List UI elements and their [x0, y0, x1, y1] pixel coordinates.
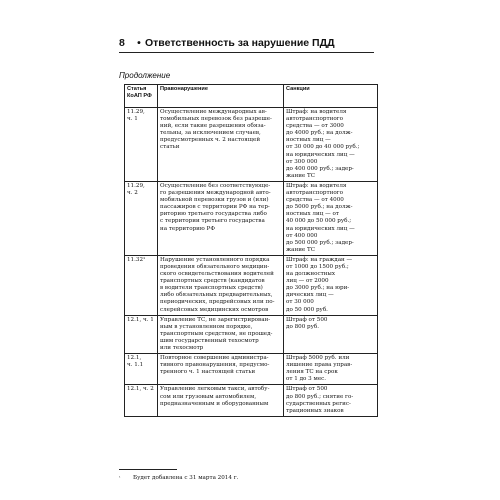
article-text: 11.32¹ — [127, 256, 146, 263]
sanction-text: Штраф 5000 руб. или лишение права управ- ления ТС на срок от 1 до 3 мес. — [286, 355, 353, 383]
footnote-text: Будет добавлена с 31 марта 2014 г. — [133, 475, 239, 481]
table-row — [125, 181, 378, 255]
header-offense: Правонарушение — [158, 85, 284, 108]
article-cell — [125, 108, 158, 182]
sanction-text: Штраф: на граждан — от 1000 до 1500 руб.; на должностных лиц — от 2000 до 3000 руб.; на юри- дических лиц — от 30 000 до 50 000 руб. — [286, 256, 353, 313]
header-bullet: • — [137, 37, 141, 49]
sanction-cell — [284, 315, 378, 353]
offense-text: Осуществление международных ав- томобильных перевозок без разреше- ний, если такие разрешения обяза- тельны, за исключением случаев, предусмотренных ч. 2 настоящей статьи — [160, 109, 272, 151]
offense-cell — [158, 385, 284, 416]
running-header — [119, 37, 407, 51]
page-number: 8 — [119, 37, 125, 49]
article-cell — [125, 255, 158, 315]
article-cell — [125, 181, 158, 255]
article-text: 12.1, ч. 1 — [127, 316, 154, 323]
table-row — [125, 315, 378, 353]
offense-cell — [158, 354, 284, 385]
offense-text: Повторное совершение администра- тивного правонарушения, предусмо- тренного ч. 1 настоящей статьи — [160, 355, 270, 376]
offense-text: Нарушение установленного порядка проведения обязательного медицин- ского освидетельствования водителей транспортных средств (кандидатов в водители транспортных средств) либо обязательных предварительных, периодических, предрейсовых или по- слерейсовых медицинских осмотров — [160, 256, 275, 313]
offense-cell — [158, 315, 284, 353]
table-header-row — [125, 85, 378, 108]
article-cell — [125, 385, 158, 416]
offense-cell — [158, 108, 284, 182]
table-row — [125, 354, 378, 385]
article-text: 12.1, ч. 1.1 — [127, 355, 144, 369]
table-row — [125, 108, 378, 182]
sanction-cell — [284, 181, 378, 255]
header-article: Статья КоАП РФ — [125, 85, 158, 108]
article-cell — [125, 354, 158, 385]
sanction-cell — [284, 255, 378, 315]
sanction-cell — [284, 354, 378, 385]
header-rule — [119, 52, 374, 53]
offense-cell — [158, 255, 284, 315]
violations-table — [124, 84, 378, 417]
footnote-mark: ¹ — [119, 475, 121, 480]
footnote-rule — [119, 469, 177, 470]
offense-text: Управление легковым такси, автобу- сом или грузовым автомобилем, предназначенным и оборудованным — [160, 386, 270, 407]
sanction-text: Штраф: на водителя автотранспортного средства — от 4000 до 5000 руб.; на долж- ностных лиц — от 40 000 до 50 000 руб.; на юридических лиц — от 400 000 до 500 000 руб.; задер- жание ТС — [286, 182, 355, 253]
chapter-title: Ответственность за нарушение ПДД — [145, 37, 335, 49]
table-row — [125, 385, 378, 416]
table-row — [125, 255, 378, 315]
offense-text: Осуществление без соответствующе- го разрешения международной авто- мобильной перевозки грузов и (или) пассажиров с территории РФ на тер- риторию третьего государства либо с территории третьего государства на территорию РФ — [160, 182, 271, 232]
sanction-text: Штраф от 500 до 800 руб. — [286, 316, 328, 330]
continuation-label: Продолжение — [119, 71, 171, 80]
sanction-text: Штраф: на водителя автотранспортного средства — от 3000 до 4000 руб.; на долж- ностных лиц — от 30 000 до 40 000 руб.; на юридических лиц — от 300 000 до 400 000 руб.; задер- жание ТС — [286, 109, 360, 179]
footnote — [119, 475, 238, 481]
article-text: 11.29, ч. 1 — [127, 109, 145, 123]
sanction-cell — [284, 108, 378, 182]
sanction-text: Штраф от 500 до 800 руб.; снятие го- сударственных регис- трационных знаков — [286, 386, 354, 414]
header-sanction: Санкции — [284, 85, 378, 108]
sanction-cell — [284, 385, 378, 416]
article-cell — [125, 315, 158, 353]
article-text: 12.1, ч. 2 — [127, 386, 154, 393]
offense-text: Управление ТС, не зарегистрирован- ным в установленном порядке, транспортным средством, не прошед- шим государственный техосмотр или техосмотр — [160, 316, 273, 351]
offense-cell — [158, 181, 284, 255]
article-text: 11.29, ч. 2 — [127, 182, 145, 197]
